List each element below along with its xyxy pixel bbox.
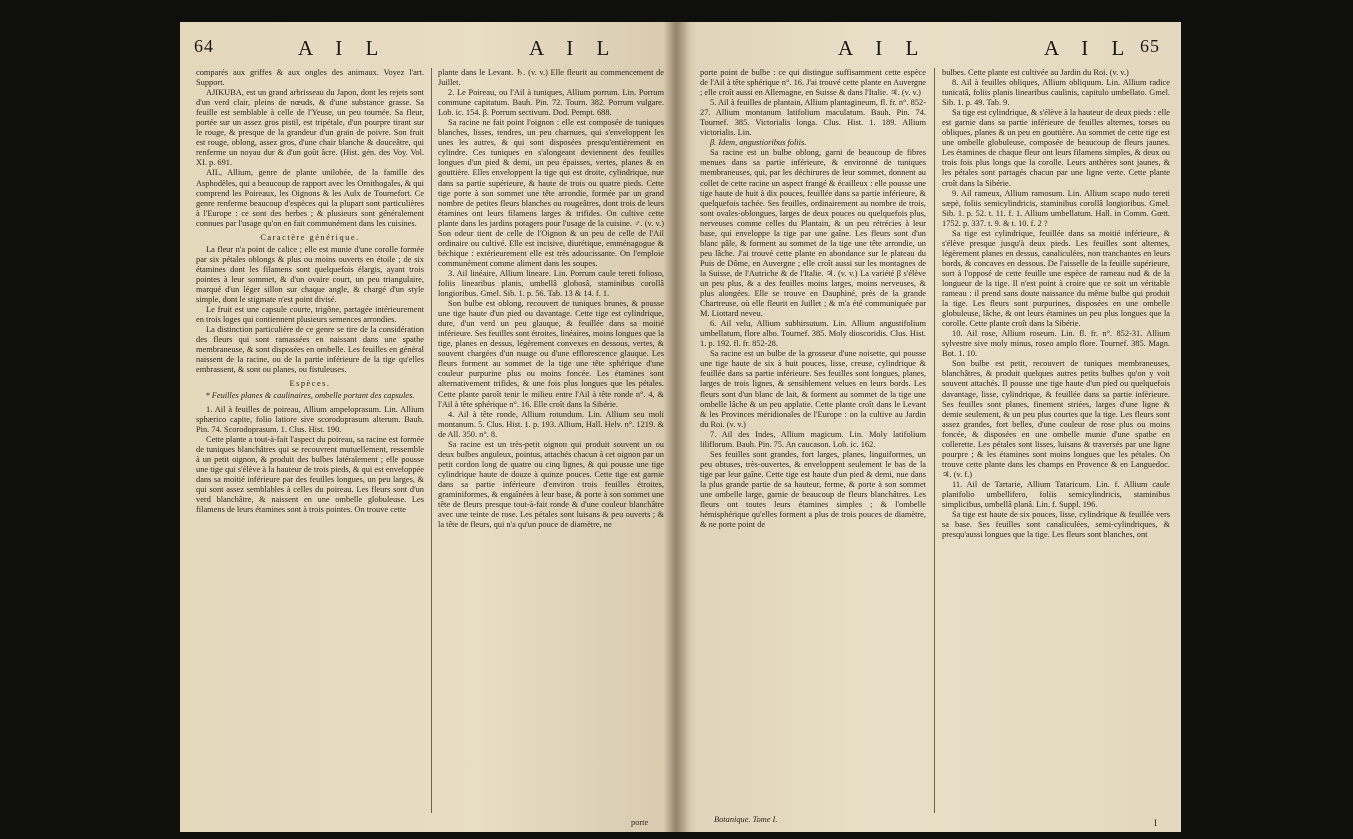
paragraph: β. Idem, angustioribus foliis. — [710, 138, 807, 148]
right-page-number: 65 — [1140, 36, 1160, 56]
paragraph: 6. Ail velu, Allium subhirsutum. Lin. Allium angustifolium umbellatum, flore albo. Tournef. 385. Moly dioscoridis. Clus. Hist. 1. p. 192. fl. fr. 852-28. — [700, 319, 926, 349]
paragraph: 9. Ail rameux, Allium ramosum. Lin. Allium scapo nudo tereti sæpè, foliis semicylindricis, staminibus corollâ longioribus. Gmel. Sib. 1. p. 52. t. 11. f. 1. Allium umbellatum. Hall. in Comm. Gœtt. 1752. p. 337. t. 9. & t. 10. f. 2 ? — [942, 188, 1170, 228]
right-head-word-2: A I L — [1044, 36, 1134, 60]
paragraph: Sa racine ne fait point l'oignon : elle est composée de tuniques blanches, lisses, tendres, un peu charnues, qui s'enveloppent les unes les autres, & qui sont disposées presqu'entièrement en cylindre. Ces tuniques en s'alongeant deviennent des feuilles longues d'un pied & demi, un peu épaisses, vertes, planes & en gouttière. Elles enveloppent la tige qui est droite, cylindrique, nue dans sa partie supérieure, & haute de trois ou quatre pieds. Cette tige porte à son sommet une tête arrondie, formée par un grand nombre de petites fleurs blanches ou rougeâtres, dont trois de leurs étamines ont leurs filamens larges & trifides. On cultive cette plante dans les jardins potagers pour l'usage de la cuisine. ♂. (v. v.) Son odeur tient de celle de l'Oignon & un peu de celle de l'Ail ordinaire ou cultivé. Elle est incisive, diurétique, emménagogue & béchique : extérieurement elle est très adoucissante. On l'emploie communément comme aliment dans les soupes. — [438, 118, 664, 268]
paragraph: 4. Ail à tête ronde, Allium rotundum. Lin. Allium seu moli montanum. 5. Clus. Hist. 1. p. 193. Allium, Hall. Helv. n°. 1219. & de All. 350. n°. 8. — [438, 409, 664, 439]
paragraph: porte point de bulbe : ce qui distingue suffisamment cette espèce de l'Ail à tête sphérique n°. 16. J'ai trouvé cette plante en Auvergne ; elle croît aussi en Allemagne, en Suisse & dans l'Italie. ♃. (v. v.) — [700, 68, 926, 98]
section-heading: Espèces. — [289, 379, 331, 389]
paragraph: 10. Ail rose, Allium roseum. Lin. fl. fr. n°. 852-31. Allium sylvestre sive moly minus, roseo amplo flore. Tournef. 385. Magn. Bot. 1. 10. — [942, 329, 1170, 359]
paragraph: La distinction particulière de ce genre se tire de la considération des fleurs qui sont ramassées en naissant dans une spathe membraneuse, & sont disposées en ombelle. Les feuilles en général naissent de la racine, ou de la partie inférieure de la tige qu'elles embrassent, & sont ou planes, ou fistuleuses. — [196, 325, 424, 375]
right-column-2 — [942, 68, 1170, 820]
right-head-word-1: A I L — [838, 36, 928, 60]
left-column-1 — [196, 68, 424, 820]
column-rule — [431, 68, 432, 813]
left-column-2 — [438, 68, 664, 820]
paragraph: 11. Ail de Tartarie, Allium Tataricum. Lin. f. Allium caule planifolio umbellifero, foliis semicylindricis, staminibus simplicibus, umbellâ planâ. Lin. f. Suppl. 196. — [942, 479, 1170, 510]
left-page — [180, 22, 678, 832]
paragraph: 1. Ail à feuilles de poireau, Allium ampeloprasum. Lin. Allium sphærico capite, folio latiore sive scorodoprasum alterum. Bauh. Pin. 74. Scorodoprasum. 1. Clus. Hist. 190. — [196, 404, 424, 434]
paragraph: 3. Ail linéaire, Allium lineare. Lin. Porrum caule tereti folioso, foliis linearibus planis, umbellâ globosâ, staminibus corollâ longioribus. Gmel. Sib. 1. p. 56. Tab. 13 & 14. f. 1. — [438, 268, 664, 299]
paragraph: AJIKUBA, est un grand arbrisseau du Japon, dont les rejets sont d'un verd clair, pleins de nœuds, & d'une substance grasse. Sa feuille est semblable à celle de l'Yeuse, un peu tournée. Sa fleur, portée sur un assez gros pistil, est tripétale, d'un pourpre tirant sur le rouge, & presque de la grandeur d'un grain de poivre. Son fruit est rouge, oblong, assez gros, d'une chair blanche & douceâtre, qui renferme un noyau dur & d'un goût âcre. (Hist. gén. des Voy. Vol. XI. p. 691. — [196, 88, 424, 168]
right-page — [676, 22, 1181, 832]
paragraph: Son bulbe est petit, recouvert de tuniques membraneuses, blanchâtres, & produit quelques autres petits bulbes qu'on y voit souvent attachés. Il pousse une tige haute d'un pied ou quelquefois davantage, lisse, cylindrique, & feuillée dans sa partie inférieure. Ses feuilles sont planes, finement striées, larges d'une ligne & demie seulement, & un peu plus courtes que la tige. Les fleurs sont assez grandes, fort belles, d'une couleur de rose plus ou moins foncée, & disposées en une ombelle munie d'une spathe en collerette. Les pétales sont lisses, luisans & traversés par une ligne pourpre ; & les étamines sont moins longues que les pétales. On trouve cette plante dans les champs en Provence & en Languedoc. ♃. (v. f.) — [942, 359, 1170, 479]
paragraph: Sa tige est cylindrique, feuillée dans sa moitié inférieure, & s'élève presque jusqu'à deux pieds. Les feuilles sont alternes, légèrement planes en dessus, canaliculées, non tranchantes en leurs bords, & concaves en dessous. De l'aisselle de la feuille supérieure, sort à l'opposé de cette feuille une espèce de rameau nud & de la longueur de la tige. Il n'est point à croire que ce soit un véritable rameau : il prend sans doute naissance du même bulbe qui produit la tige. Les fleurs sont purpurines, disposées en une ombelle globuleuse, lâche, & ont leurs étamines un peu plus longues que la corolle. Cette plante croît dans la Sibérie. — [942, 228, 1170, 329]
paragraph: Sa tige est haute de six pouces, lisse, cylindrique & feuillée vers sa base. Ses feuilles sont canaliculées, semi-cylindriques, & presqu'aussi longues que la tige. Les fleurs sont blanches, ont — [942, 510, 1170, 540]
left-head-word-1: A I L — [298, 36, 388, 60]
paragraph: 8. Ail à feuilles obliques, Allium obliquum. Lin. Allium radice tunicatâ, foliis planis linearibus caulinis, capitulo umbellato. Gmel. Sib. 1. p. 49. Tab. 9. — [942, 78, 1170, 108]
paragraph: 2. Le Poireau, ou l'Ail à tuniques, Allium porrum. Lin. Porrum commune capitatum. Bauh. Pin. 72. Tourn. 382. Porrum vulgare. Lob. ic. 154. β. Porrum sectivum. Dod. Pempt. 688. — [438, 88, 664, 118]
right-running-head — [676, 36, 1181, 60]
left-page-number: 64 — [194, 36, 214, 56]
right-column-1 — [700, 68, 926, 808]
paragraph: Ses feuilles sont grandes, fort larges, planes, linguiformes, un peu obtuses, très-ouvertes, & enveloppent seulement le bas de la tige par leur gaîne. Cette tige est haute d'un pied & demi, nue dans la plus grande partie de sa hauteur, ferme, & porte à son sommet une ombelle large, garnie de beaucoup de fleurs blanchâtres. Les fleurs ont toutes leurs étamines simples ; & l'ombelle hémisphérique qu'elles forment a plus de trois pouces de diamètre, & ne porte point de — [700, 449, 926, 530]
paragraph: comparés aux griffes & aux ongles des animaux. Voyez l'art. Support. — [196, 68, 424, 88]
paragraph: Sa racine est un bulbe de la grosseur d'une noisette, qui pousse une tige haute de six à huit pouces, lisse, creuse, cylindrique & feuillée dans sa partie inférieure. Ses feuilles sont longues, planes, larges de trois lignes, & sensiblement velues en leurs bords. Les fleurs sont d'un blanc de lait, & forment au sommet de la tige une ombelle lâche & un peu applatie. Cette plante croît dans le Levant & les Provinces méridionales de l'Europe : on la cultive au Jardin du Roi. (v. v.) — [700, 349, 926, 429]
paragraph: AIL, Allium, genre de plante unilobée, de la famille des Asphodèles, qui a beaucoup de rapport avec les Ornithogales, & qui comprend les Poireaux, les Oignons & les Aulx de Tournefort. Ce genre renferme beaucoup d'espèces qui la plupart sont particulières à l'Europe : ce sont des herbes ; & plusieurs sont généralement connues par l'usage qu'on en fait communément dans les cuisines. — [196, 168, 424, 228]
paragraph: Sa tige est cylindrique, & s'élève à la hauteur de deux pieds : elle est garnie dans sa partie inférieure de feuilles alternes, torses ou obliques, planes & un peu en gouttière. Au sommet de cette tige est une ombelle globuleuse, composée de beaucoup de fleurs jaunes. Les étamines de chaque fleur ont leurs filamens simples, & deux ou trois fois plus longs que la corolle. Leurs anthères sont jaunes, & les pétales sont partagés chacun par une ligne verte. Cette plante croît dans la Sibérie. — [942, 108, 1170, 188]
paragraph: La fleur n'a point de calice ; elle est munie d'une corolle formée par six pétales oblongs & plus ou moins ouverts en étoile ; de six étamines dont les filamens sont quelquefois élargis, ayant trois pointes à leur sommet, & d'un ovaire court, un peu triangulaire, marqué d'un léger sillon sur chaque angle, & chargé d'un style simple, dont le stigmate n'est point divisé. — [196, 244, 424, 305]
signature-mark: I — [1154, 818, 1157, 828]
column-rule — [934, 68, 935, 813]
volume-footer: Botanique. Tome I. — [714, 815, 778, 824]
paragraph: 5. Ail à feuilles de plantain, Allium plantagineum, fl. fr. n°. 852-27. Allium montanum latifolium maculatum. Bauh. Pin. 74. Tournef. 385. Victorialis longa. Clus. Hist. 1. 189. Allium victorialis. Lin. — [700, 98, 926, 138]
paragraph: Sa racine est un bulbe oblong, garni de beaucoup de fibres menues dans sa partie inférieure, & environné de tuniques membraneuses, qui, par les déchirures de leur sommet, donnent au collet de cette racine un aspect frangé & écailleux : elle pousse une tige haute de huit à dix pouces, feuillée dans sa partie inférieure, & quelquefois tachée. Ses feuilles, ordinairement au nombre de trois, sont ovales-oblongues, larges de deux pouces ou quelquefois plus, nerveuses comme celles du Plantain, & un peu rétrécies à leur base, qui enveloppe la tige par une gaîne. Les fleurs sont d'un blanc pâle, & forment au sommet de la tige une tête arrondie, un peu lâche. J'ai trouvé cette plante en abondance sur le plateau du Puis de Dôme, en Auvergne ; elle croît aussi sur les montagnes de la Suisse, de l'Autriche & de l'Italie. ♃. (v. v.) La variété β s'élève un peu plus, & a des feuilles moins larges, moins nerveuses, & plus alongées. Elle se trouve en Dauphiné, près de la grande Chartreuse, où elle fleurit en Juillet ; & m'a été communiquée par M. Liottard neveu. — [700, 148, 926, 319]
catchword: porte — [631, 818, 649, 827]
paragraph: Sa racine est un très-petit oignon qui produit souvent un ou deux bulbes anguleux, pointus, attachés chacun à cet oignon par un petit cordon long de quatre ou cinq lignes, & qui pousse une tige cylindrique haute de douze à quinze pouces. Cette tige est garnie dans sa partie inférieure d'environ trois feuilles étroites, graminiformes, & engaînées à leur base, & porte à son sommet une tête de fleurs presque tout-à-fait ronde & d'une couleur blanchâtre avec une teinte de rose. Les pétales sont luisans & peu ouverts ; & la tête de fleurs, qui n'a qu'un pouce de diamètre, ne — [438, 439, 664, 530]
left-head-word-2: A I L — [529, 36, 619, 60]
section-subheading: * Feuilles planes & caulinaires, ombelle portant des capsules. — [205, 391, 415, 401]
paragraph: Cette plante a tout-à-fait l'aspect du poireau, sa racine est formée de tuniques blanchâtres qui se recouvrent mutuellement, ressemble à un petit oignon, & produit des bulbes latéralement ; elle pousse une tige qui s'élève à la hauteur de trois pieds, & qui est enveloppée dans sa moitié inférieure par des feuilles longues, un peu larges, & qui sont assez semblables à celles du poireau. Les fleurs sont d'un verd blanchâtre, & naissent en une ombelle globuleuse. Les filamens de leurs étamines sont à trois pointes. On trouve cette — [196, 434, 424, 514]
left-running-head — [180, 36, 678, 60]
paragraph: Son bulbe est oblong, recouvert de tuniques brunes, & pousse une tige haute d'un pied ou davantage. Cette tige est cylindrique, dure, d'un verd un peu glauque, & feuillée dans sa moitié inférieure. Ses feuilles sont étroites, linéaires, moins longues que la tige, planes en dessus, légèrement convexes en dessous, vertes, & souvent chargées d'un nuage ou d'une efflorescence glauque. Les fleurs forment au sommet de la tige une tête sphérique d'une couleur purpurine plus ou moins foncée. Les étamines sont alternativement trifides, & une fois plus longues que les pétales. Cette plante paroît tenir le milieu entre l'Ail à tête ronde n°. 4, & l'Ail à tête sphérique n°. 16. Elle croît dans la Sibérie. — [438, 299, 664, 409]
paragraph: 7. Ail des Indes, Allium magicum. Lin. Moly latifolium liliflorum. Bauh. Pin. 75. An caucason. Lob. ic. 162. — [700, 429, 926, 449]
paragraph: plante dans le Levant. ♄. (v. v.) Elle fleurit au commencement de Juillet. — [438, 68, 664, 88]
paragraph: bulbes. Cette plante est cultivée au Jardin du Roi. (v. v.) — [942, 68, 1129, 77]
section-heading: Caractère générique. — [260, 232, 360, 242]
paragraph: Le fruit est une capsule courte, trigône, partagée intérieurement en trois loges qui contiennent plusieurs semences arrondies. — [196, 305, 424, 325]
